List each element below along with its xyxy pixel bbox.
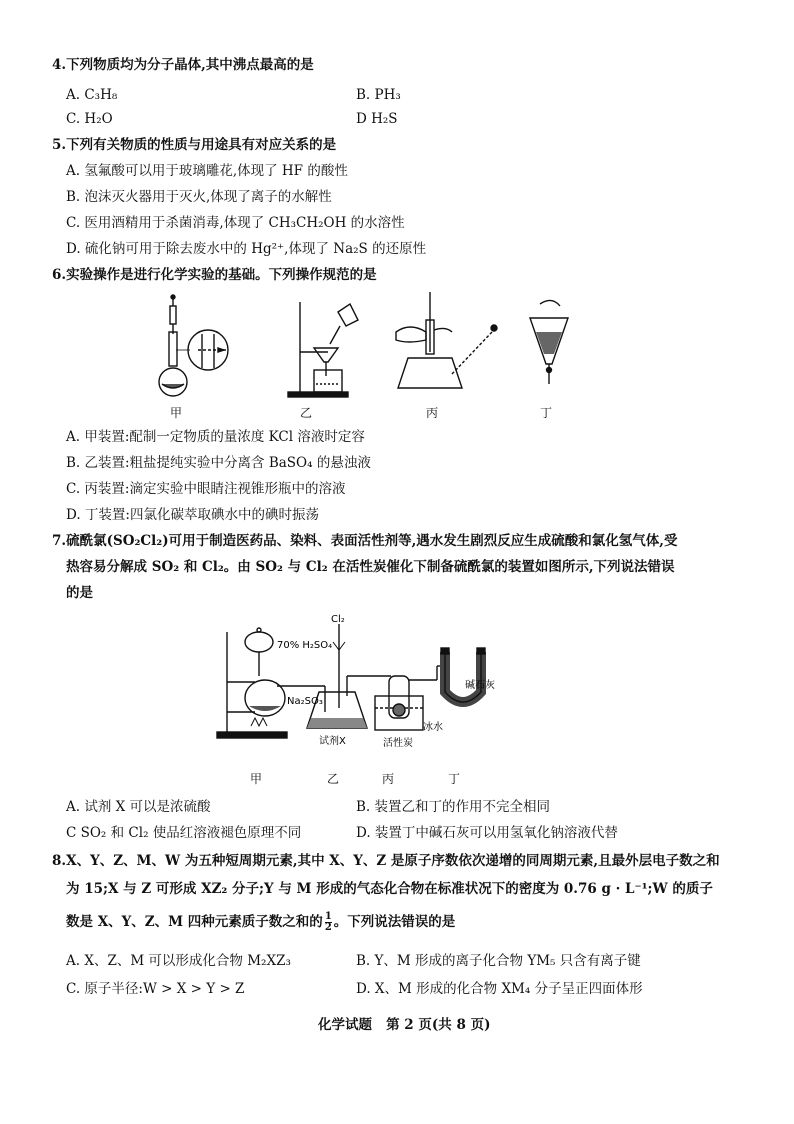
q8-option-b: B. Y、M 形成的离子化合物 YM₅ 只含有离子键	[356, 953, 641, 969]
q7-caption-ding: 丁	[448, 772, 461, 786]
q6-caption-jia: 甲	[170, 406, 183, 420]
q7-caption-jia: 甲	[250, 772, 263, 786]
q6-option-a: A. 甲装置:配制一定物质的量浓度 KCl 溶液时定容	[66, 429, 365, 445]
label-cl2: Cl₂	[331, 614, 345, 625]
q8-stem-line1: 8.X、Y、Z、M、W 为五种短周期元素,其中 X、Y、Z 是原子序数依次递增的同周期元素,且最外层电子数之和	[52, 853, 720, 869]
q8-option-d: D. X、M 形成的化合物 XM₄ 分子呈正四面体形	[356, 981, 643, 997]
q6-caption-ding: 丁	[540, 406, 553, 420]
q7-option-d: D. 装置丁中碱石灰可以用氢氧化钠溶液代替	[356, 825, 618, 841]
label-ice-water: 冰水	[423, 722, 443, 733]
q8-fraction	[325, 912, 332, 933]
q5-stem: 5.下列有关物质的性质与用途具有对应关系的是	[52, 137, 337, 153]
q4-stem: 4.下列物质均为分子晶体,其中沸点最高的是	[52, 57, 314, 73]
q7-caption-bing: 丙	[382, 772, 395, 786]
q4-option-b: B. PH₃	[356, 87, 401, 103]
volumetric-flask-diagram	[159, 295, 228, 396]
q6-option-b: B. 乙装置:粗盐提纯实验中分离含 BaSO₄ 的悬浊液	[66, 455, 371, 471]
q6-apparatus-figure	[140, 292, 600, 404]
label-reagent-x: 试剂X	[319, 736, 346, 747]
q4-option-a: A. C₃H₈	[66, 87, 118, 103]
q8-option-c: C. 原子半径:W > X > Y > Z	[66, 981, 245, 997]
label-na2so3: Na₂SO₃	[287, 696, 323, 707]
q5-option-d: D. 硫化钠可用于除去废水中的 Hg²⁺,体现了 Na₂S 的还原性	[66, 241, 427, 257]
q8-stem-line3-part2: 。下列说法错误的是	[333, 914, 456, 930]
q8-fraction-denominator: 2	[324, 922, 332, 933]
q8-stem-line3-part1: 数是 X、Y、Z、M 四种元素质子数之和的	[66, 914, 323, 930]
page-footer: 化学试题 第 2 页(共 8 页)	[318, 1017, 491, 1033]
q7-option-a: A. 试剂 X 可以是浓硫酸	[66, 799, 211, 815]
label-soda-lime: 碱石灰	[465, 680, 495, 691]
q8-fraction-numerator: 1	[324, 911, 332, 922]
q4-option-d: D H₂S	[356, 111, 398, 127]
q4-option-c: C. H₂O	[66, 111, 113, 127]
q5-option-b: B. 泡沫灭火器用于灭火,体现了离子的水解性	[66, 189, 332, 205]
q8-stem-line3	[66, 912, 455, 933]
titration-diagram	[396, 292, 497, 388]
q7-stem-line2: 热容易分解成 SO₂ 和 Cl₂。由 SO₂ 与 Cl₂ 在活性炭催化下制备硫酰氯的装置如图所示,下列说法错误	[66, 559, 675, 575]
q7-apparatus-figure	[215, 612, 595, 762]
q6-caption-bing: 丙	[426, 406, 439, 420]
label-activated-carbon: 活性炭	[383, 738, 413, 749]
q7-option-c: C SO₂ 和 Cl₂ 使品红溶液褪色原理不同	[66, 825, 302, 841]
q6-option-c: C. 丙装置:滴定实验中眼睛注视锥形瓶中的溶液	[66, 481, 346, 497]
q7-option-b: B. 装置乙和丁的作用不完全相同	[356, 799, 551, 815]
q5-option-a: A. 氢氟酸可以用于玻璃雕花,体现了 HF 的酸性	[66, 163, 348, 179]
q7-caption-yi: 乙	[327, 772, 340, 786]
q6-stem: 6.实验操作是进行化学实验的基础。下列操作规范的是	[52, 267, 377, 283]
q8-stem-line2: 为 15;X 与 Z 可形成 XZ₂ 分子;Y 与 M 形成的气态化合物在标准状况下的密度为 0.76 g · L⁻¹;W 的质子	[66, 881, 713, 897]
u-tube-soda-lime	[441, 648, 485, 702]
q5-option-c: C. 医用酒精用于杀菌消毒,体现了 CH₃CH₂OH 的水溶性	[66, 215, 405, 231]
q7-stem-line1: 7.硫酰氯(SO₂Cl₂)可用于制造医药品、染料、表面活性剂等,遇水发生剧烈反应生成硫酸和氯化氢气体,受	[52, 533, 678, 549]
q8-option-a: A. X、Z、M 可以形成化合物 M₂XZ₃	[66, 953, 291, 969]
q6-option-d: D. 丁装置:四氯化碳萃取碘水中的碘时振荡	[66, 507, 319, 523]
q6-caption-yi: 乙	[300, 406, 313, 420]
label-70-h2so4: 70% H₂SO₄	[277, 640, 333, 651]
filtration-stand-diagram	[288, 302, 358, 397]
separatory-funnel-diagram	[530, 300, 568, 384]
q7-stem-line3: 的是	[66, 585, 93, 601]
